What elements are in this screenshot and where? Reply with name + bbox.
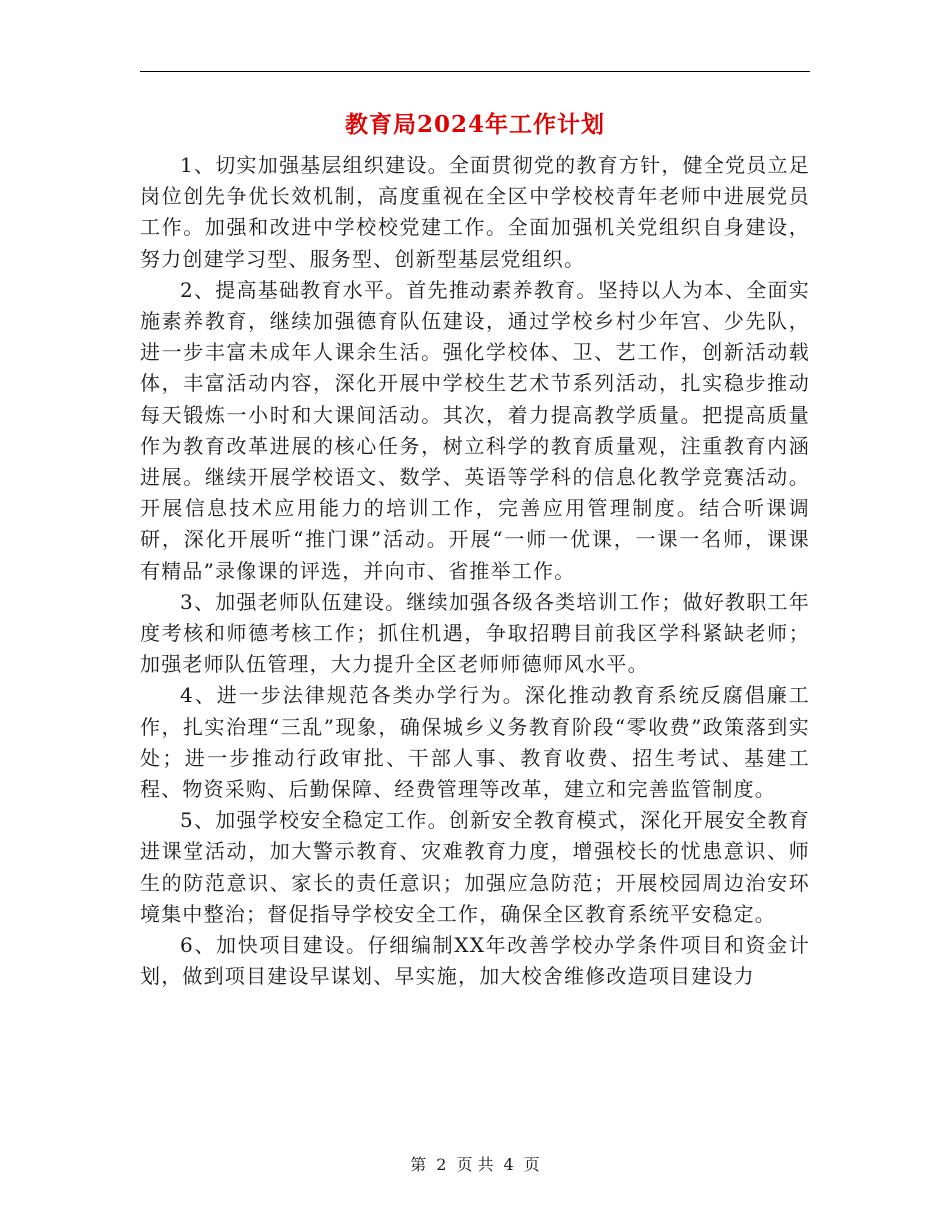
paragraph-4: 4、进一步法律规范各类办学行为。深化推动教育系统反腐倡廉工作，扎实治理“三乱”现象，确保城乡义务教育阶段“零收费”政策落到实处；进一步推动行政审批、干部人事、教育收费、招生考试、基建工程、物资采购、后勤保障、经费管理等改革，建立和完善监管制度。: [140, 683, 810, 802]
footer-prefix: 第: [410, 1155, 427, 1174]
page-footer: [0, 1153, 950, 1177]
paragraph-6: 6、加快项目建设。仔细编制XX年改善学校办学条件项目和资金计划，做到项目建设早谋划、早实施，加大校舍维修改造项目建设力: [140, 933, 810, 989]
footer-page-number: 2: [436, 1155, 447, 1174]
paragraph-1: 1、切实加强基层组织建设。全面贯彻党的教育方针，健全党员立足岗位创先争优长效机制，高度重视在全区中学校校青年老师中进展党员工作。加强和改进中学校校党建工作。全面加强机关党组织自身建设，努力创建学习型、服务型、创新型基层党组织。: [140, 153, 810, 271]
document-body: [140, 150, 810, 992]
document-title: 教育局2024年工作计划: [344, 111, 605, 138]
paragraph-3: 3、加强老师队伍建设。继续加强各级各类培训工作；做好教职工年度考核和师德考核工作；抓住机遇，争取招聘目前我区学科紧缺老师；加强老师队伍管理，大力提升全区老师师德师风水平。: [140, 589, 810, 677]
header-rule: [140, 71, 810, 72]
paragraph-5: 5、加强学校安全稳定工作。创新安全教育模式，深化开展安全教育进课堂活动，加大警示教育、灾难教育力度，增强校长的忧患意识、师生的防范意识、家长的责任意识；加强应急防范；开展校园周边治安环境集中整治；督促指导学校安全工作，确保全区教育系统平安稳定。: [140, 808, 810, 926]
paragraph-2: 2、提高基础教育水平。首先推动素养教育。坚持以人为本、全面实施素养教育，继续加强德育队伍建设，通过学校乡村少年宫、少先队，进一步丰富未成年人课余生活。强化学校体、卫、艺工作，创新活动载体，丰富活动内容，深化开展中学校生艺术节系列活动，扎实稳步推动每天锻炼一小时和大课间活动。其次，着力提高教学质量。把提高质量作为教育改革进展的核心任务，树立科学的教育质量观，注重教育内涵进展。继续开展学校语文、数学、英语等学科的信息化教学竞赛活动。开展信息技术应用能力的培训工作，完善应用管理制度。结合听课调研，深化开展听“推门课”活动。开展“一师一优课，一课一名师，课课有精品”录像课的评选，并向市、省推举工作。: [140, 277, 810, 583]
footer-middle: 页 共: [456, 1155, 494, 1174]
footer-suffix: 页: [523, 1155, 540, 1174]
footer-total-pages: 4: [503, 1155, 514, 1174]
